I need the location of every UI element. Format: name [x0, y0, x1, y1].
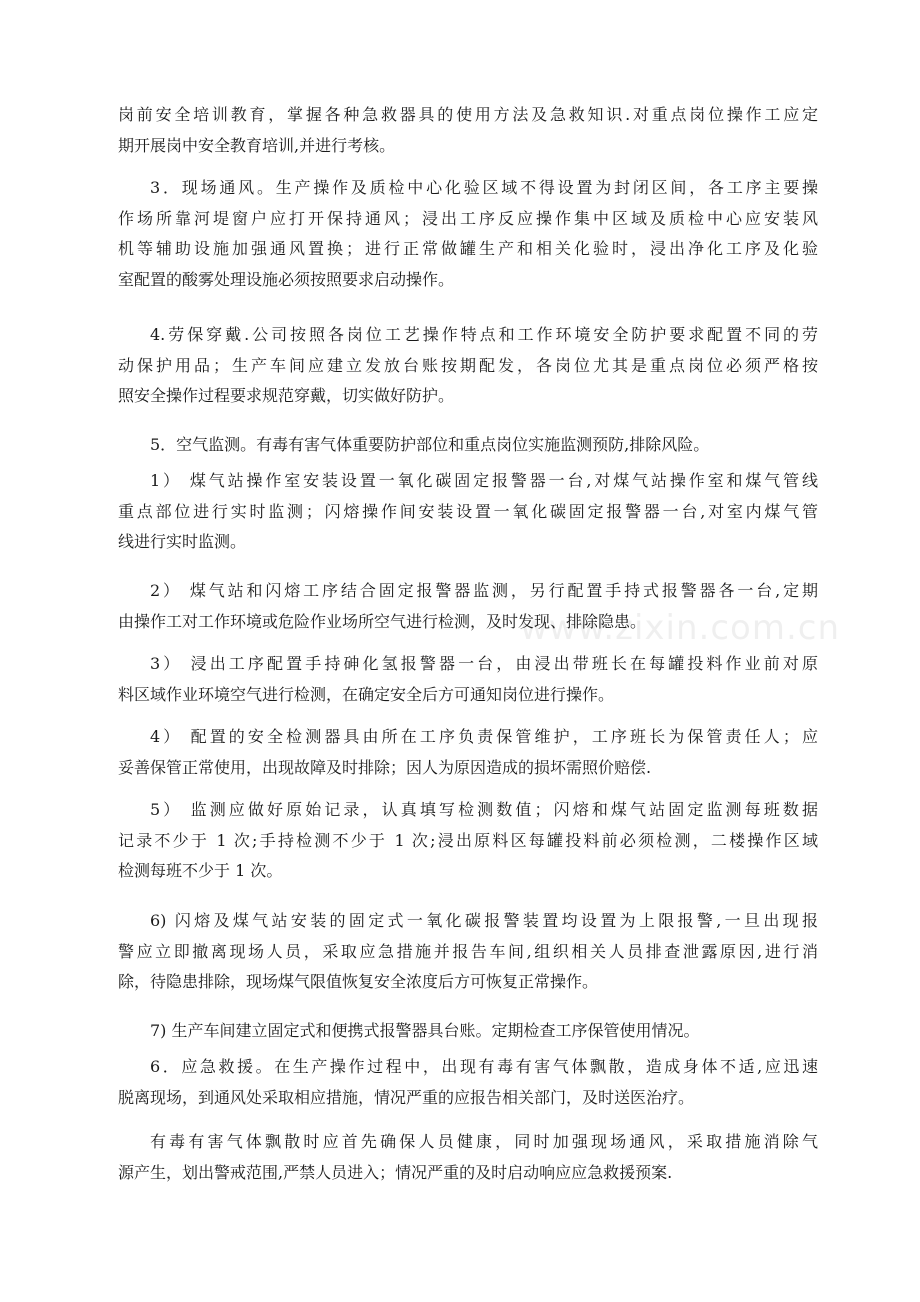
- text-line: 4） 配置的安全检测器具由所在工序负责保管维护，工序班长为保管责任人；应: [150, 727, 818, 746]
- paragraph-p-5-6: [118, 906, 818, 998]
- text-line: 6) 闪熔及煤气站安装的固定式一氧化碳报警装置均设置为上限报警,一旦出现报: [150, 911, 818, 930]
- text-line: 机等辅助设施加强通风置换；进行正常做罐生产和相关化验时，浸出净化工序及化验: [118, 239, 818, 259]
- text-line: 作场所靠河堤窗户应打开保持通风；浸出工序反应操作集中区域及质检中心应安装风: [118, 208, 818, 228]
- site-watermark: www.zixin.com.cn: [520, 608, 840, 648]
- paragraph-p-5-7: [118, 1016, 818, 1047]
- text-line: 有毒有害气体飘散时应首先确保人员健康，同时加强现场通风，采取措施消除气: [150, 1132, 818, 1151]
- text-line: 源产生，划出警戒范围,严禁人员进入；情况严重的及时启动响应应急救援预案.: [118, 1162, 673, 1182]
- paragraph-p-4: [118, 320, 818, 412]
- text-line: 5） 监测应做好原始记录，认真填写检测数值；闪熔和煤气站固定监测每班数据: [150, 800, 818, 819]
- paragraph-p-3: [118, 173, 818, 295]
- paragraph-p-6-extra: [118, 1127, 818, 1188]
- text-line: 6．应急救援。在生产操作过程中，出现有毒有害气体飘散，造成身体不适,应迅速: [150, 1057, 818, 1076]
- text-line: 警应立即撤离现场人员，采取应急措施并报告车间,组织相关人员排查泄露原因,进行消: [118, 941, 818, 961]
- text-line: 重点部位进行实时监测；闪熔操作间安装设置一氧化碳固定报警器一台,对室内煤气管: [118, 501, 818, 521]
- paragraph-p-intro: [118, 100, 818, 161]
- text-line: 动保护用品；生产车间应建立发放台账按期配发，各岗位尤其是重点岗位必须严格按: [118, 355, 818, 375]
- text-line: 室配置的酸雾处理设施必须按照要求启动操作。: [118, 269, 455, 289]
- paragraph-p-5-4: [118, 722, 818, 783]
- text-line: 1） 煤气站操作室安装设置一氧化碳固定报警器一台,对煤气站操作室和煤气管线: [150, 471, 818, 490]
- text-line: 脱离现场，到通风处采取相应措施，情况严重的应报告相关部门，及时送医治疗。: [118, 1087, 695, 1107]
- paragraph-p-5-1: [118, 466, 818, 558]
- paragraph-p-5-2: [118, 576, 818, 637]
- text-line: 岗前安全培训教育，掌握各种急救器具的使用方法及急救知识.对重点岗位操作工应定: [118, 105, 818, 124]
- text-line: 3） 浸出工序配置手持砷化氢报警器一台，由浸出带班长在每罐投料作业前对原: [150, 654, 818, 673]
- paragraph-p-5: [118, 430, 818, 461]
- text-line: 期开展岗中安全教育培训,并进行考核。: [118, 135, 396, 155]
- text-line: 记录不少于 1 次;手持检测不少于 1 次;浸出原料区每罐投料前必须检测，二楼操作区域: [118, 830, 818, 850]
- text-line: 照安全操作过程要求规范穿戴，切实做好防护。: [118, 386, 455, 406]
- paragraph-p-5-5: [118, 795, 818, 887]
- text-line: 5．空气监测。有毒有害气体重要防护部位和重点岗位实施监测预防,排除风险。: [150, 435, 710, 454]
- text-line: 2） 煤气站和闪熔工序结合固定报警器监测，另行配置手持式报警器各一台,定期: [150, 581, 818, 600]
- text-line: 妥善保管正常使用，出现故障及时排除；因人为原因造成的损坏需照价赔偿.: [118, 757, 652, 777]
- text-line: 4.劳保穿戴.公司按照各岗位工艺操作特点和工作环境安全防护要求配置不同的劳: [150, 325, 818, 344]
- text-line: 料区域作业环境空气进行检测，在确定安全后方可通知岗位进行操作。: [118, 684, 615, 704]
- text-line: 由操作工对工作环境或危险作业场所空气进行检测，及时发现、排除隐患。: [118, 611, 647, 631]
- text-line: 7) 生产车间建立固定式和便携式报警器具台账。定期检查工序保管使用情况。: [150, 1021, 700, 1040]
- text-line: 线进行实时监测。: [118, 532, 247, 552]
- text-line: 3．现场通风。生产操作及质检中心化验区域不得设置为封闭区间，各工序主要操: [150, 178, 818, 197]
- paragraph-p-5-3: [118, 649, 818, 710]
- text-line: 除，待隐患排除，现场煤气限值恢复安全浓度后方可恢复正常操作。: [118, 972, 599, 992]
- text-line: 检测每班不少于 1 次。: [118, 861, 283, 881]
- paragraph-p-6: [118, 1052, 818, 1113]
